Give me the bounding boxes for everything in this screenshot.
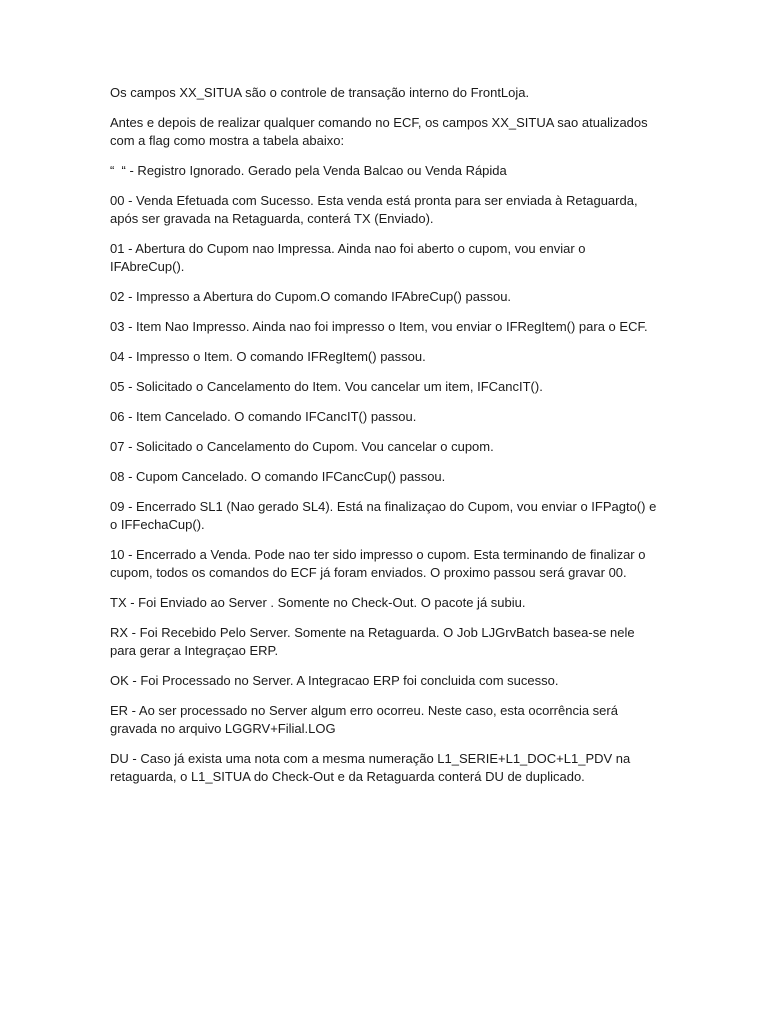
status-03-entry: 03 - Item Nao Impresso. Ainda nao foi impresso o Item, vou enviar o IFRegItem() para o ECF. [110,319,648,334]
status-09-entry: 09 - Encerrado SL1 (Nao gerado SL4). Está na finalizaçao do Cupom, vou enviar o IFPagto() e o IFFechaCup(). [110,499,660,532]
status-04-entry: 04 - Impresso o Item. O comando IFRegItem() passou. [110,349,426,364]
status-01-entry: 01 - Abertura do Cupom nao Impressa. Ainda nao foi aberto o cupom, vou enviar o IFAbreCup(). [110,241,590,274]
status-rx-entry: RX - Foi Recebido Pelo Server. Somente na Retaguarda. O Job LJGrvBatch basea-se nele para gerar a Integraçao ERP. [110,625,639,658]
status-10-entry: 10 - Encerrado a Venda. Pode nao ter sido impresso o cupom. Esta terminando de finalizar o cupom, todos os comandos do ECF já foram enviados. O proximo passou será gravar 00. [110,547,650,580]
status-00-entry: 00 - Venda Efetuada com Sucesso. Esta venda está pronta para ser enviada à Retaguarda, após ser gravada na Retaguarda, conterá TX (Enviado). [110,193,642,226]
context-paragraph: Antes e depois de realizar qualquer comando no ECF, os campos XX_SITUA sao atualizados com a flag como mostra a tabela abaixo: [110,115,652,148]
status-06-entry: 06 - Item Cancelado. O comando IFCancIT() passou. [110,409,417,424]
status-blank-entry: “ “ - Registro Ignorado. Gerado pela Venda Balcao ou Venda Rápida [110,163,507,178]
intro-paragraph: Os campos XX_SITUA são o controle de transação interno do FrontLoja. [110,85,530,100]
status-07-entry: 07 - Solicitado o Cancelamento do Cupom. Vou cancelar o cupom. [110,439,494,454]
status-ok-entry: OK - Foi Processado no Server. A Integracao ERP foi concluida com sucesso. [110,673,559,688]
status-tx-entry: TX - Foi Enviado ao Server . Somente no Check-Out. O pacote já subiu. [110,595,526,610]
status-02-entry: 02 - Impresso a Abertura do Cupom.O comando IFAbreCup() passou. [110,289,512,304]
status-du-entry: DU - Caso já exista uma nota com a mesma numeração L1_SERIE+L1_DOC+L1_PDV na retaguarda, o L1_SITUA do Check-Out e da Retaguarda conterá DU de duplicado. [110,751,634,784]
status-05-entry: 05 - Solicitado o Cancelamento do Item. Vou cancelar um item, IFCancIT(). [110,379,543,394]
status-er-entry: ER - Ao ser processado no Server algum erro ocorreu. Neste caso, esta ocorrência será gravada no arquivo LGGRV+Filial.LOG [110,703,622,736]
status-08-entry: 08 - Cupom Cancelado. O comando IFCancCup() passou. [110,469,446,484]
document-body [110,84,660,798]
